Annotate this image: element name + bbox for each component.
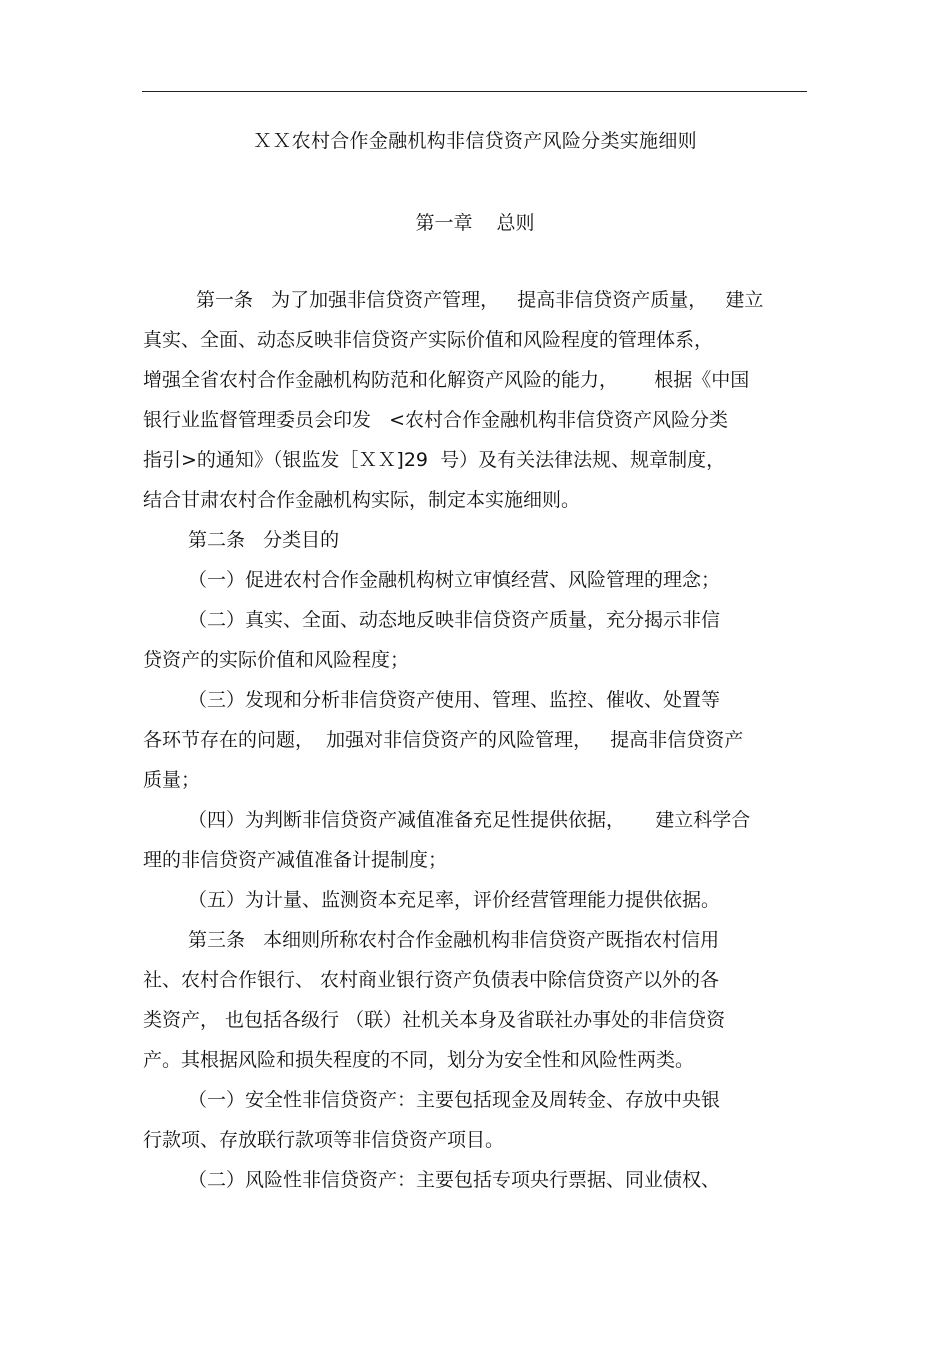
chapter-number: 第一章	[415, 212, 473, 234]
body-line: 理的非信贷资产减值准备计提制度；	[143, 849, 448, 871]
body-line: 银行业监督管理委员会印发 <农村合作金融机构非信贷资产风险分类	[143, 409, 729, 431]
article-heading: 第二条 分类目的	[188, 529, 340, 551]
body-line: 贷资产的实际价值和风险程度；	[143, 649, 410, 671]
body-line: （二）风险性非信贷资产：主要包括专项央行票据、同业债权、	[188, 1169, 721, 1191]
chapter-name: 总则	[496, 212, 535, 234]
body-line: 行款项、存放联行款项等非信贷资产项目。	[143, 1129, 505, 1151]
body-line: （五）为计量、监测资本充足率，评价经营管理能力提供依据。	[188, 889, 721, 911]
body-line: 真实、全面、动态反映非信贷资产实际价值和风险程度的管理体系，	[143, 329, 714, 351]
body-line: 指引>的通知》（银监发［ＸＸ]29 号）及有关法律法规、规章制度，	[143, 449, 726, 471]
body-line: 第一条 为了加强非信贷资产管理， 提高非信贷资产质量， 建立	[196, 289, 764, 311]
body-line: （一）安全性非信贷资产：主要包括现金及周转金、存放中央银	[188, 1089, 721, 1111]
document-title: ＸＸ农村合作金融机构非信贷资产风险分类实施细则	[253, 130, 697, 152]
body-line: （二）真实、全面、动态地反映非信贷资产质量，充分揭示非信	[188, 609, 721, 631]
chapter-heading	[0, 208, 950, 235]
body-line: 质量；	[143, 769, 201, 791]
top-rule	[142, 91, 807, 92]
body-line: 产。其根据风险和损失程度的不同，划分为安全性和风险性两类。	[143, 1049, 695, 1071]
body-line: 各环节存在的问题， 加强对非信贷资产的风险管理， 提高非信贷资产	[143, 729, 744, 751]
article-heading: 第三条 本细则所称农村合作金融机构非信贷资产既指农村信用	[188, 929, 720, 951]
body-line: 类资产， 也包括各级行 （联）社机关本身及省联社办事处的非信贷资	[143, 1009, 726, 1031]
body-line: （三）发现和分析非信贷资产使用、管理、监控、催收、处置等	[188, 689, 721, 711]
body-line: 结合甘肃农村合作金融机构实际，制定本实施细则。	[143, 489, 581, 511]
body-line: 增强全省农村合作金融机构防范和化解资产风险的能力， 根据《中国	[143, 369, 750, 391]
body-line: 社、农村合作银行、 农村商业银行资产负债表中除信贷资产以外的各	[143, 969, 720, 991]
body-line: （四）为判断非信贷资产减值准备充足性提供依据， 建立科学合	[188, 809, 751, 831]
body-line: （一）促进农村合作金融机构树立审慎经营、风险管理的理念；	[188, 569, 721, 591]
